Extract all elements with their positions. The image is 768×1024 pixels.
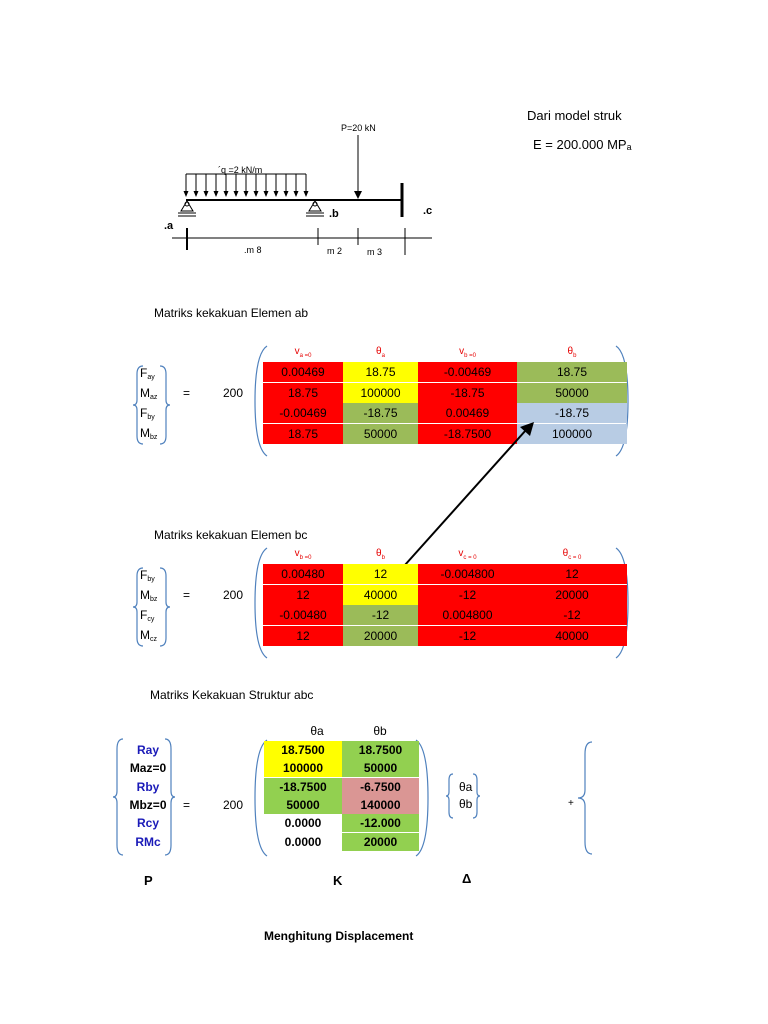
header-subscript: b =0 xyxy=(464,353,476,359)
matrix-cell: 140000 xyxy=(342,796,419,814)
span-3-label: m 3 xyxy=(367,247,383,257)
force-symbol: F xyxy=(140,406,148,420)
matrix-cell: 0.0000 xyxy=(284,816,322,831)
matrix-cell: -18.7500 xyxy=(418,424,517,444)
force-symbol: M xyxy=(140,588,150,602)
matrix-cell: -12 xyxy=(418,585,517,605)
header-line-1: Dari model struk xyxy=(527,108,622,123)
load-arrow-head xyxy=(274,191,279,197)
header-symbol: v xyxy=(294,346,300,357)
force-subscript: bz xyxy=(150,596,158,603)
matrix-cell: 0.00469 xyxy=(418,403,517,423)
force-subscript: cy xyxy=(147,616,155,623)
force-label: Ray xyxy=(136,743,159,757)
column-header xyxy=(517,548,627,561)
label-P: P xyxy=(144,873,153,888)
abc-factor: 200 xyxy=(223,798,244,812)
node-b-label: .b xyxy=(329,208,339,220)
matrix-cell: 20000 xyxy=(342,833,419,851)
header-line-2: E = 200.000 MPₐ xyxy=(533,137,632,152)
column-header xyxy=(343,346,418,359)
matrix-cell: -12.000 xyxy=(342,814,419,832)
distributed-load-label: ´q =2 kN/m xyxy=(218,165,263,175)
column-header xyxy=(517,346,627,359)
header-symbol: v xyxy=(458,548,464,559)
abc-header-theta-b: θb xyxy=(373,724,387,738)
matrix-cell: 18.75 xyxy=(343,362,418,382)
column-header xyxy=(343,548,418,561)
point-load-label: P=20 kN xyxy=(341,123,376,133)
load-arrow-head xyxy=(204,191,209,197)
load-arrow-head xyxy=(234,191,239,197)
matrix-cell: -12 xyxy=(517,605,627,625)
load-arrow-head xyxy=(254,191,259,197)
matrix-cell: 50000 xyxy=(264,796,342,814)
header-subscript: c = 0 xyxy=(463,555,477,561)
matrix-cell: 100000 xyxy=(264,759,342,777)
abc-equals: = xyxy=(183,798,191,812)
load-arrow-head xyxy=(264,191,269,197)
force-label: Rby xyxy=(136,779,160,794)
bc-right-brace-icon xyxy=(158,566,172,648)
matrix-cell: 18.75 xyxy=(263,383,343,403)
force-subscript: cz xyxy=(150,636,157,643)
span-2-label: m 2 xyxy=(327,246,343,256)
beam-diagram xyxy=(150,115,450,265)
span-1-label: .m 8 xyxy=(244,245,262,255)
column-header xyxy=(418,548,517,561)
load-arrow-head xyxy=(184,191,189,197)
force-label xyxy=(140,406,155,421)
matrix-cell: -0.004800 xyxy=(418,564,517,584)
force-subscript: bz xyxy=(150,434,158,441)
matrix-cell: 12 xyxy=(343,564,418,584)
matrix-cell: 40000 xyxy=(343,585,418,605)
force-label xyxy=(140,386,157,401)
structure-abc-title: Matriks Kekakuan Struktur abc xyxy=(150,688,314,702)
support-b-icon xyxy=(306,201,324,216)
force-label xyxy=(140,568,155,583)
header-subscript: a xyxy=(381,353,385,359)
node-a-label: .a xyxy=(164,220,174,232)
header-subscript: b xyxy=(573,353,577,359)
header-symbol: θ xyxy=(562,548,569,559)
matrix-cell: 18.7500 xyxy=(342,741,419,759)
header-subscript: b =0 xyxy=(299,555,312,561)
load-arrow-head xyxy=(284,191,289,197)
element-bc-title: Matriks kekakuan Elemen bc xyxy=(154,528,308,542)
distributed-load-arrows xyxy=(184,174,309,197)
header-subscript: c = 0 xyxy=(568,555,582,561)
header-subscript: b xyxy=(381,555,385,561)
matrix-cell: 0.0000 xyxy=(284,834,322,849)
matrix-cell: 12 xyxy=(263,626,343,646)
disp-right-brace-icon xyxy=(471,772,481,820)
abc-header-theta-a: θa xyxy=(310,724,324,738)
force-subscript: by xyxy=(147,414,155,421)
matrix-cell: 50000 xyxy=(342,759,419,777)
matrix-cell: -18.7500 xyxy=(264,778,342,796)
matrix-cell: 100000 xyxy=(343,383,418,403)
bc-equals: = xyxy=(183,588,191,602)
plus-sign: + xyxy=(568,798,574,809)
matrix-cell: -0.00469 xyxy=(418,362,517,382)
matrix-cell: 0.004800 xyxy=(418,605,517,625)
force-label xyxy=(140,608,154,623)
matrix-cell: -6.7500 xyxy=(342,778,419,796)
header-subscript: a =0 xyxy=(299,353,312,359)
ab-right-brace-icon xyxy=(158,364,172,446)
force-label xyxy=(140,426,157,441)
force-label: RMc xyxy=(135,834,161,849)
disp-theta-a: θa xyxy=(459,780,473,794)
force-symbol: F xyxy=(140,568,148,582)
header-symbol: v xyxy=(294,548,300,559)
matrix-cell: 40000 xyxy=(517,626,627,646)
matrix-cell: -12 xyxy=(343,605,418,625)
matrix-cell: 12 xyxy=(263,585,343,605)
matrix-cell: -18.75 xyxy=(343,403,418,423)
support-a-icon xyxy=(178,201,196,216)
force-label xyxy=(140,366,155,381)
matrix-cell: 18.7500 xyxy=(264,741,342,759)
matrix-cell: 20000 xyxy=(517,585,627,605)
load-arrow-head xyxy=(304,191,309,197)
header-symbol: v xyxy=(459,346,465,357)
load-arrow-head xyxy=(294,191,299,197)
force-label: Rcy xyxy=(136,816,159,831)
force-label: Mbz=0 xyxy=(129,797,167,812)
load-arrow-head xyxy=(244,191,249,197)
header-symbol: θ xyxy=(376,548,382,559)
matrix-cell: -0.00469 xyxy=(263,403,343,423)
label-K: K xyxy=(333,873,343,888)
element-ab-title: Matriks kekakuan Elemen ab xyxy=(154,306,309,320)
header-symbol: θ xyxy=(567,346,574,357)
matrix-cell: 50000 xyxy=(343,424,418,444)
header-symbol: θ xyxy=(376,346,382,357)
label-delta: Δ xyxy=(462,871,472,886)
matrix-cell: 0.00469 xyxy=(263,362,343,382)
matrix-cell: 18.75 xyxy=(517,362,627,382)
column-header xyxy=(263,346,343,359)
force-symbol: M xyxy=(140,386,150,400)
bc-factor: 200 xyxy=(223,588,244,602)
matrix-cell: -18.75 xyxy=(517,403,627,423)
column-header xyxy=(263,548,343,561)
matrix-cell: -12 xyxy=(418,626,517,646)
force-subscript: ay xyxy=(147,374,155,381)
force-symbol: F xyxy=(140,366,148,380)
force-subscript: az xyxy=(150,394,158,401)
footer-title: Menghitung Displacement xyxy=(264,929,414,943)
matrix-cell: 50000 xyxy=(517,383,627,403)
ab-factor: 200 xyxy=(223,386,244,400)
disp-left-brace-icon xyxy=(445,772,455,820)
ab-equals: = xyxy=(183,386,191,400)
force-label xyxy=(140,588,157,603)
force-symbol: M xyxy=(140,426,150,440)
matrix-cell: 18.75 xyxy=(263,424,343,444)
load-vector-brace-icon xyxy=(576,740,594,856)
matrix-cell: 0.00480 xyxy=(263,564,343,584)
matrix-cell: -18.75 xyxy=(418,383,517,403)
disp-theta-b: θb xyxy=(459,797,473,811)
matrix-cell: -0.00480 xyxy=(263,605,343,625)
column-header xyxy=(418,346,517,359)
force-label xyxy=(140,628,157,643)
load-arrow-head xyxy=(224,191,229,197)
force-label: Maz=0 xyxy=(129,761,167,776)
force-symbol: F xyxy=(140,608,148,622)
load-arrow-head xyxy=(194,191,199,197)
force-subscript: by xyxy=(147,576,155,583)
matrix-cell: 12 xyxy=(517,564,627,584)
matrix-cell: 100000 xyxy=(517,424,627,444)
force-symbol: M xyxy=(140,628,150,642)
matrix-cell: 20000 xyxy=(343,626,418,646)
load-arrow-head xyxy=(214,191,219,197)
node-c-label: .c xyxy=(423,205,433,217)
